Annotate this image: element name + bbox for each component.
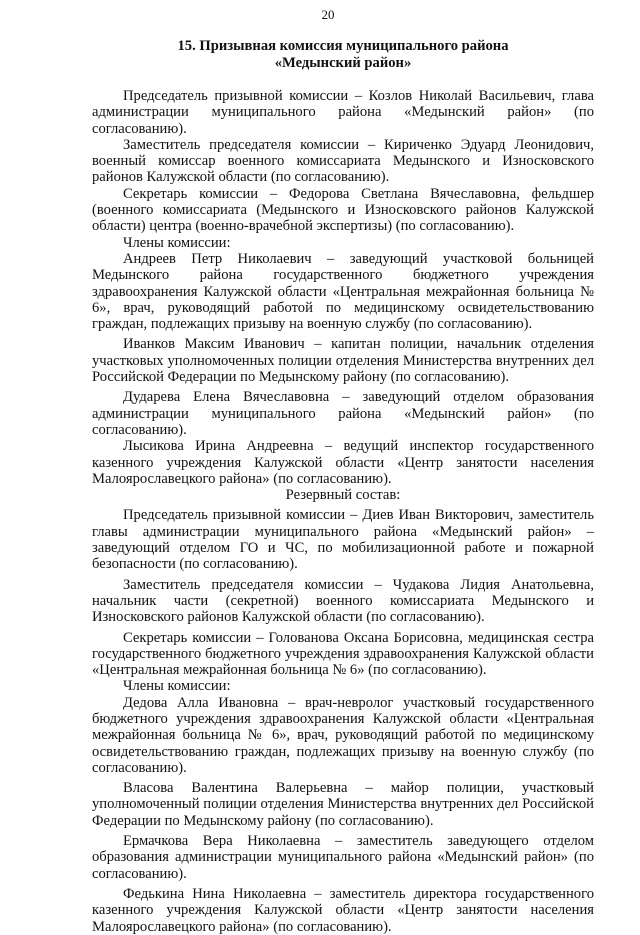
reserve-member-3: Ермачкова Вера Николаевна – заместитель заведующего отделом образования администрации муниципального района «Медынский район» (по согласованию). <box>92 833 594 882</box>
main-member-1: Андреев Петр Николаевич – заведующий участковой больницей Медынского района государственного бюджетного учреждения здравоохранения Калужской области «Центральная межрайонная больница № 6», врач, руководящий работой по медицинскому освидетельствованию граждан, подлежащих призыву на военную службу (по согласованию). <box>92 250 594 333</box>
reserve-member-1: Дедова Алла Ивановна – врач-невролог участковый государственного бюджетного учреждения здравоохранения Калужской области «Центральная межрайонная больница № 6», врач, руководящий работой по медицинскому освидетельствованию граждан, подлежащих призыву на военную службу (по согласованию). <box>92 694 594 776</box>
section-title <box>92 38 594 72</box>
section-title-line-2: «Медынский район» <box>274 55 412 71</box>
reserve-members-label: Члены комиссии: <box>123 678 231 695</box>
reserve-secretary: Секретарь комиссии – Голованова Оксана Борисовна, медицинская сестра государственного бюджетного учреждения здравоохранения Калужской области «Центральная межрайонная больница № 6» (по согласованию). <box>92 629 594 679</box>
reserve-label: Резервный состав: <box>285 487 401 504</box>
reserve-chairman: Председатель призывной комиссии – Диев Иван Викторович, заместитель главы администрации муниципального района «Медынский район» – заведующий отделом ГО и ЧС, по мобилизационной работе и пожарной безопасности (по согласованию). <box>92 507 594 573</box>
page-number: 20 <box>321 7 335 22</box>
reserve-member-2: Власова Валентина Валерьевна – майор полиции, участковый уполномоченный полиции отделения Министерства внутренних дел Российской Федерации по Медынскому району (по согласованию). <box>92 780 594 829</box>
reserve-member-4: Федькина Нина Николаевна – заместитель директора государственного казенного учреждения Калужской области «Центр занятости населения Малоярославецкого района» (по согласованию). <box>92 885 594 935</box>
main-member-2: Иванков Максим Иванович – капитан полиции, начальник отделения участковых уполномоченных полиции отделения Министерства внутренних дел Российской Федерации по Медынскому району (по согласованию). <box>92 336 594 386</box>
main-chairman: Председатель призывной комиссии – Козлов Николай Васильевич, глава администрации муниципального района «Медынский район» (по согласованию). <box>92 88 594 137</box>
main-member-4: Лысикова Ирина Андреевна – ведущий инспектор государственного казенного учреждения Калужской области «Центр занятости населения Малоярославецкого района» (по согласованию). <box>92 438 594 487</box>
main-secretary: Секретарь комиссии – Федорова Светлана Вячеславовна, фельдшер (военного комиссариата (Медынского и Износковского районов Калужской области) центра (военно-врачебной экспертизы) (по согласованию). <box>92 185 594 235</box>
main-deputy: Заместитель председателя комиссии – Кириченко Эдуард Леонидович, военный комиссар военного комиссариата Медынского и Износковского районов Калужской области (по согласованию). <box>92 136 594 186</box>
main-members-label: Члены комиссии: <box>123 234 231 251</box>
reserve-deputy: Заместитель председателя комиссии – Чудакова Лидия Анатольевна, начальник части (секретной) военного комиссариата Медынского и Износковского районов Калужской области (по согласованию). <box>92 576 594 626</box>
section-title-line-1: 15. Призывная комиссия муниципального района <box>177 38 509 54</box>
main-member-3: Дударева Елена Вячеславовна – заведующий отделом образования администрации муниципального района «Медынский район» (по согласованию). <box>92 389 594 438</box>
